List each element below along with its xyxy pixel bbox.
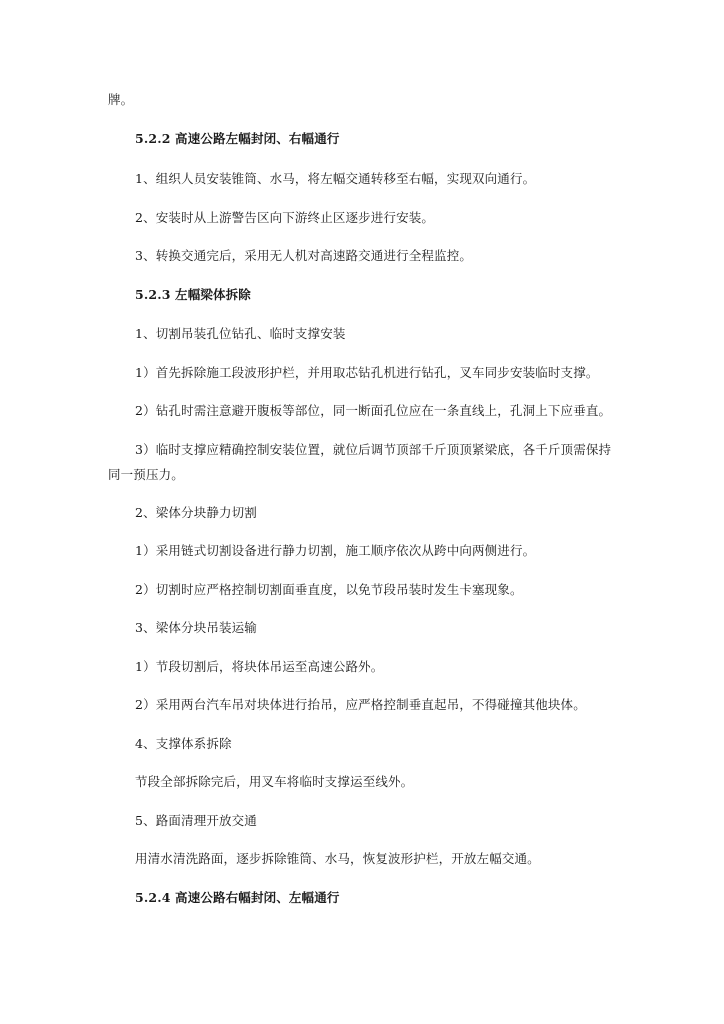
text-line: 1、切割吊装孔位钻孔、临时支撑安装: [135, 326, 346, 341]
text-line: 用清水清洗路面，逐步拆除锥筒、水马，恢复波形护栏，开放左幅交通。: [135, 851, 540, 866]
text-line: 1、组织人员安装锥筒、水马，将左幅交通转移至右幅，实现双向通行。: [135, 171, 536, 186]
text-line: 2、安装时从上游警告区向下游终止区逐步进行安装。: [135, 210, 435, 225]
text-line: 3、梁体分块吊装运输: [135, 620, 257, 635]
text-line: 2）钻孔时需注意避开腹板等部位，同一断面孔位应在一条直线上，孔洞上下应垂直。: [135, 403, 612, 418]
text-line: 牌。: [108, 92, 134, 107]
text-line: 2）采用两台汽车吊对块体进行抬吊，应严格控制垂直起吊，不得碰撞其他块体。: [135, 697, 586, 712]
section-heading-5-2-2: 5.2.2 高速公路左幅封闭、右幅通行: [135, 131, 340, 146]
text-line: 4、支撑体系拆除: [135, 736, 232, 751]
text-line: 1）采用链式切割设备进行静力切割，施工顺序依次从跨中向两侧进行。: [135, 543, 536, 558]
text-line: 1）节段切割后，将块体吊运至高速公路外。: [135, 659, 384, 674]
text-line: 2）切割时应严格控制切割面垂直度，以免节段吊装时发生卡塞现象。: [135, 582, 523, 597]
section-heading-5-2-4: 5.2.4 高速公路右幅封闭、左幅通行: [135, 890, 340, 905]
text-line: 3）临时支撑应精确控制安装位置，就位后调节顶部千斤顶顶紧梁底，各千斤顶需保持: [135, 442, 612, 457]
text-line: 同一预压力。: [108, 467, 184, 482]
text-line: 1）首先拆除施工段波形护栏，并用取芯钻孔机进行钻孔，叉车同步安装临时支撑。: [135, 365, 599, 380]
section-heading-5-2-3: 5.2.3 左幅梁体拆除: [135, 287, 251, 302]
text-line: 3、转换交通完后，采用无人机对高速路交通进行全程监控。: [135, 248, 473, 263]
text-line: 节段全部拆除完后，用叉车将临时支撑运至线外。: [135, 774, 414, 789]
text-line: 5、路面清理开放交通: [135, 813, 257, 828]
text-line: 2、梁体分块静力切割: [135, 505, 257, 520]
